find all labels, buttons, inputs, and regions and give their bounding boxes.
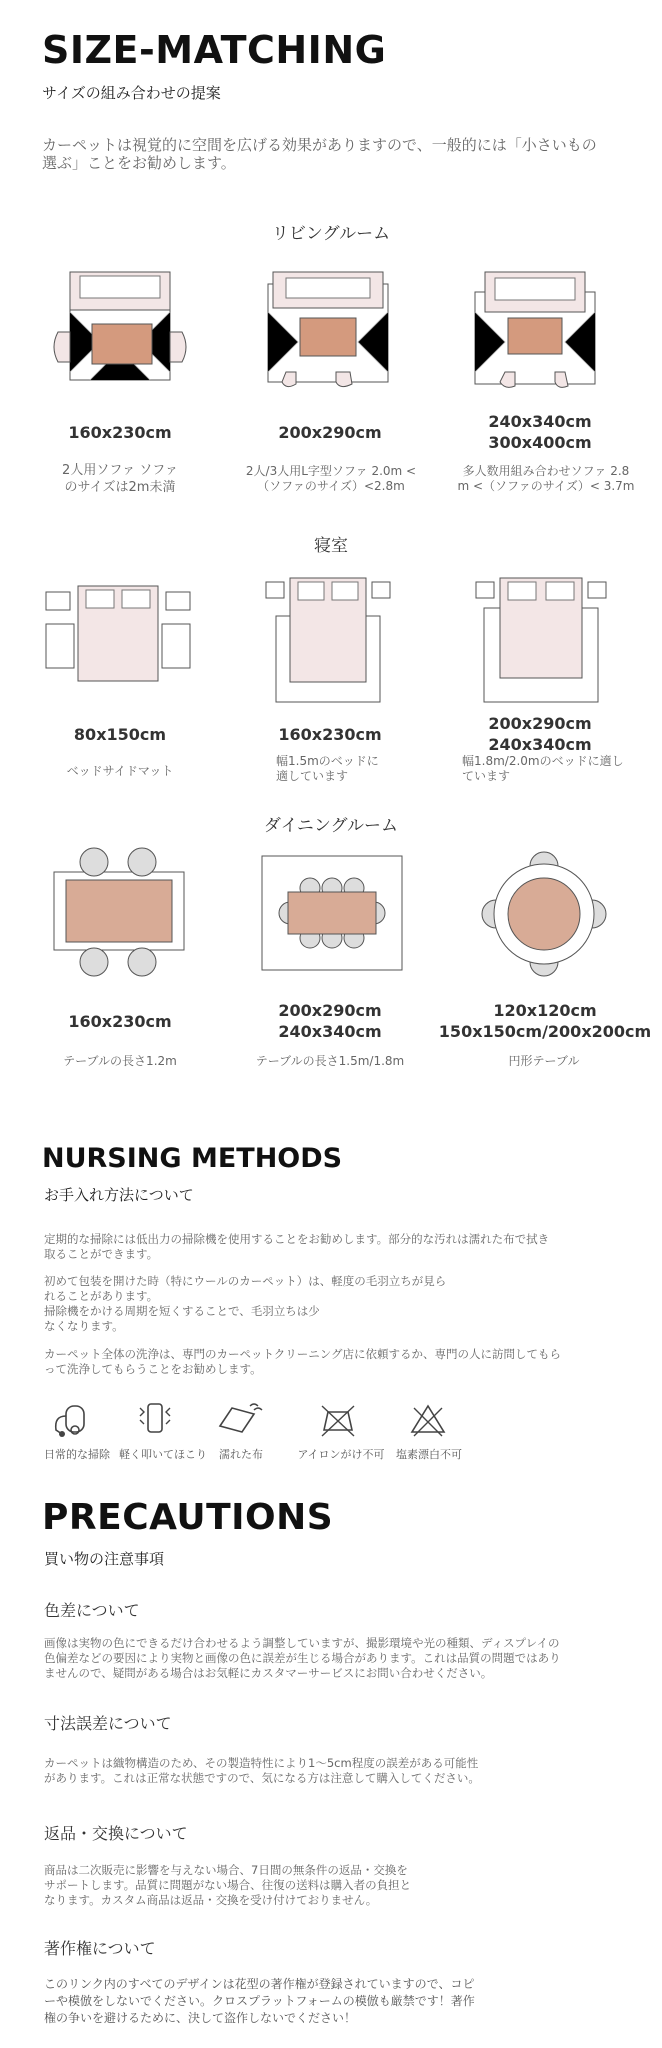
dining-size-2: 200x290cm 240x340cm bbox=[278, 1001, 382, 1041]
dining-caption-1: テーブルの長さ1.2m bbox=[63, 1054, 177, 1068]
dining-size-3: 120x120cm 150x150cm/200x200cm bbox=[438, 1001, 652, 1041]
bedroom-diagram-3 bbox=[476, 578, 606, 704]
nursing-title: NURSING METHODS bbox=[42, 1143, 343, 1174]
living-diagram-1 bbox=[50, 272, 190, 387]
section-body-color: 画像は実物の色にできるだけ合わせるよう調整していますが、撮影環境や光の種類、ディスプレイの 色偏差などの要因により実物と画像の色に誤差が生じる場合があります。これは品質の問題ではあり ませんので、疑問がある場合はお気軽にカスタマーサービスにお問い合わせください。 bbox=[44, 1636, 561, 1680]
dining-diagram-2 bbox=[262, 856, 402, 970]
section-body-size: カーペットは織物構造のため、その製造特性により1〜5cm程度の誤差がある可能性 があります。これは正常な状態ですので、気になる方は注意して購入してください。 bbox=[44, 1756, 480, 1785]
living-caption-2: 2人/3人用L字型ソファ 2.0m < （ソファのサイズ）<2.8m bbox=[245, 464, 417, 493]
beat-rug-icon bbox=[136, 1400, 176, 1438]
living-size-2: 200x290cm bbox=[278, 423, 382, 442]
living-diagram-2 bbox=[258, 272, 398, 397]
dining-size-1: 160x230cm bbox=[68, 1012, 172, 1031]
care-label-vacuum: 日常的な掃除 bbox=[44, 1448, 110, 1461]
section-heading-color: 色差について bbox=[44, 1601, 140, 1620]
nursing-paragraph-3: カーペット全体の洗浄は、専門のカーペットクリーニング店に依頼するか、専門の人に訪問してもら って洗浄してもらうことをお勧めします。 bbox=[44, 1347, 562, 1376]
bedroom-caption-1: ベッドサイドマット bbox=[66, 764, 174, 778]
section-heading-size: 寸法誤差について bbox=[44, 1714, 172, 1733]
living-room-heading: リビングルーム bbox=[271, 224, 391, 244]
dining-diagram-3 bbox=[484, 852, 604, 976]
living-diagram-3 bbox=[470, 272, 600, 397]
bedroom-diagram-1 bbox=[46, 586, 196, 686]
bedroom-caption-2: 幅1.5mのベッドに 適しています bbox=[276, 754, 379, 783]
bedroom-size-1: 80x150cm bbox=[73, 725, 167, 744]
living-size-1: 160x230cm bbox=[68, 423, 172, 442]
precautions-subtitle: 買い物の注意事項 bbox=[44, 1550, 165, 1568]
size-matching-intro: カーペットは視覚的に空間を広げる効果がありますので、一般的には「小さいもの 選ぶ」ことをお勧めします。 bbox=[42, 136, 597, 172]
dining-caption-2: テーブルの長さ1.5m/1.8m bbox=[255, 1054, 405, 1068]
care-label-no-bleach: 塩素漂白不可 bbox=[396, 1448, 462, 1461]
bedroom-heading: 寝室 bbox=[314, 536, 348, 556]
bedroom-caption-3: 幅1.8m/2.0mのベッドに適し ています bbox=[462, 754, 624, 783]
section-body-return: 商品は二次販売に影響を与えない場合、7日間の無条件の返品・交換を サポートします。品質に問題がない場合、往復の送料は購入者の負担と なります。カスタム商品は返品・交換を受け付けておりません。 bbox=[44, 1863, 412, 1907]
care-label-wet-cloth: 濡れた布 bbox=[219, 1448, 263, 1461]
dining-diagram-1 bbox=[54, 848, 184, 976]
bedroom-size-3: 200x290cm 240x340cm bbox=[488, 714, 592, 754]
nursing-subtitle: お手入れ方法について bbox=[44, 1186, 194, 1204]
living-caption-3: 多人数用組み合わせソファ 2.8 m <（ソファのサイズ）< 3.7m bbox=[457, 464, 635, 493]
bedroom-size-2: 160x230cm bbox=[278, 725, 382, 744]
no-iron-icon bbox=[318, 1400, 358, 1438]
size-matching-subtitle: サイズの組み合わせの提案 bbox=[42, 84, 221, 102]
section-heading-copyright: 著作権について bbox=[44, 1939, 156, 1958]
size-matching-title: SIZE-MATCHING bbox=[42, 28, 387, 72]
bedroom-diagram-2 bbox=[266, 578, 390, 704]
wet-cloth-icon bbox=[214, 1400, 264, 1438]
dining-heading: ダイニングルーム bbox=[263, 816, 399, 836]
care-label-beat: 軽く叩いてほこり bbox=[119, 1448, 207, 1461]
living-caption-1: 2人用ソファ ソファ のサイズは2m未満 bbox=[62, 463, 178, 495]
nursing-paragraph-2: 初めて包装を開けた時（特にウールのカーペット）は、軽度の毛羽立ちが見ら れることがあります。 掃除機をかける周期を短くすることで、毛羽立ちは少 なくなります。 bbox=[44, 1274, 447, 1333]
vacuum-icon bbox=[52, 1400, 92, 1438]
precautions-title: PRECAUTIONS bbox=[42, 1497, 334, 1538]
care-label-no-iron: アイロンがけ不可 bbox=[297, 1448, 385, 1461]
living-size-3: 240x340cm 300x400cm bbox=[488, 412, 592, 452]
no-bleach-icon bbox=[408, 1400, 448, 1438]
section-body-copyright: このリンク内のすべてのデザインは花型の著作権が登録されていますので、コピ ーや模倣をしないでください。クロスプラットフォームの模倣も厳禁です！著作 権の争いを避けるために、決して盗作しないでください！ bbox=[44, 1977, 475, 2025]
nursing-paragraph-1: 定期的な掃除には低出力の掃除機を使用することをお勧めします。部分的な汚れは濡れた布で拭き 取ることができます。 bbox=[44, 1232, 550, 1261]
section-heading-return: 返品・交換について bbox=[44, 1824, 188, 1843]
dining-caption-3: 円形テーブル bbox=[508, 1054, 580, 1068]
